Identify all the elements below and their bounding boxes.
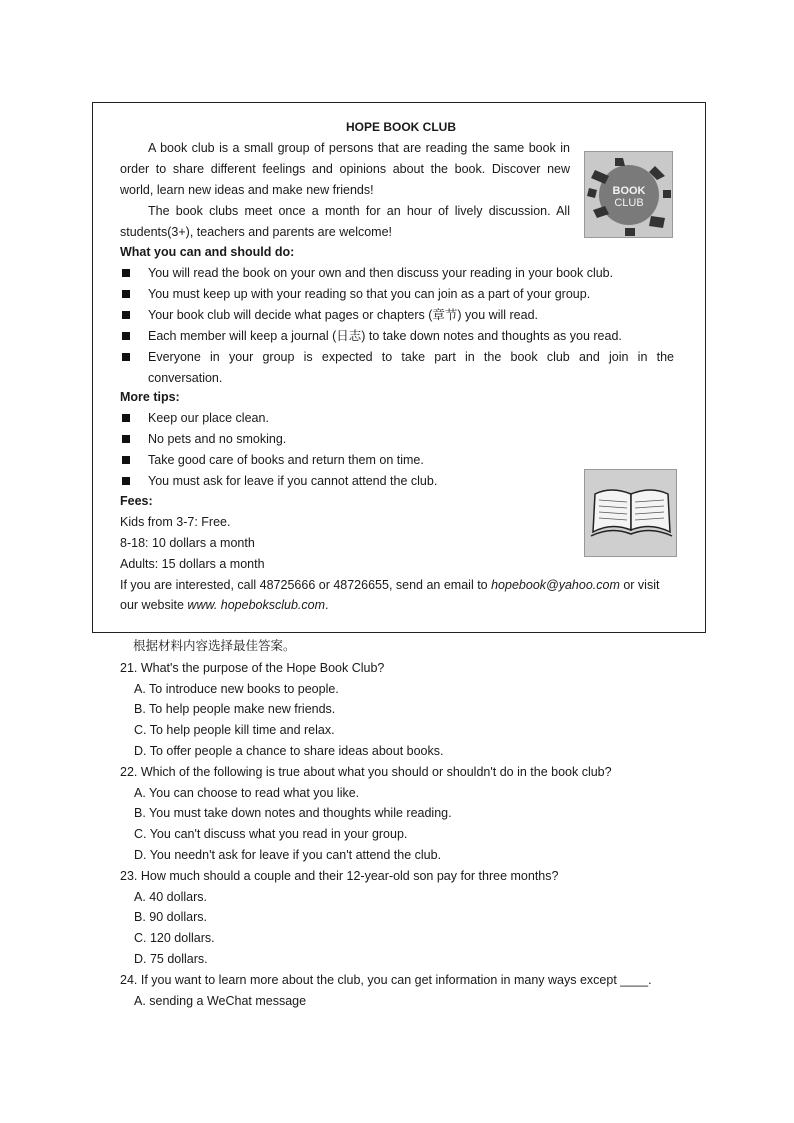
question-22-stem: 22. Which of the following is true about what you should or shouldn't do in the book club?	[120, 765, 612, 779]
question-21-option-b: B. To help people make new friends.	[134, 702, 336, 716]
logo-text-club: CLUB	[614, 197, 644, 209]
question-22-option-a: A. You can choose to read what you like.	[134, 786, 360, 800]
fee-kids: Kids from 3-7: Free.	[120, 515, 231, 529]
question-22-option-c: C. You can't discuss what you read in your group.	[134, 827, 408, 841]
contact-text-2: or visit	[623, 578, 660, 592]
bullet-square	[122, 477, 130, 485]
intro-line-1: A book club is a small group of persons that are reading the same book in	[148, 141, 570, 155]
heading-more-tips: More tips:	[120, 390, 180, 404]
bullet-square	[122, 456, 130, 464]
question-23-stem: 23. How much should a couple and their 12-year-old son pay for three months?	[120, 869, 559, 883]
bullet-square	[122, 311, 130, 319]
tip-1: Keep our place clean.	[148, 411, 269, 425]
question-21-stem: 21. What's the purpose of the Hope Book Club?	[120, 661, 385, 675]
question-23-option-a: A. 40 dollars.	[134, 890, 207, 904]
heading-what-you-can-do: What you can and should do:	[120, 245, 295, 259]
contact-email: hopebook@yahoo.com	[491, 578, 620, 592]
bullet-square	[122, 290, 130, 298]
question-23-option-b: B. 90 dollars.	[134, 910, 207, 924]
question-21-option-c: C. To help people kill time and relax.	[134, 723, 335, 737]
do-item-3: Your book club will decide what pages or chapters (章节) you will read.	[148, 308, 539, 322]
bullet-square	[122, 353, 130, 361]
tip-4: You must ask for leave if you cannot attend the club.	[148, 474, 438, 488]
do-item-2: You must keep up with your reading so that you can join as a part of your group.	[148, 287, 591, 301]
instruction: 根据材料内容选择最佳答案。	[133, 639, 296, 653]
book-club-logo-image	[584, 151, 673, 238]
intro-line-4: The book clubs meet once a month for an hour of lively discussion. All	[148, 204, 570, 218]
question-22-option-d: D. You needn't ask for leave if you can't attend the club.	[134, 848, 442, 862]
question-22-option-b: B. You must take down notes and thoughts while reading.	[134, 806, 452, 820]
question-24-option-a: A. sending a WeChat message	[134, 994, 307, 1008]
bullet-square	[122, 435, 130, 443]
contact-website: www. hopeboksclub.com	[187, 598, 325, 612]
contact-line-1	[120, 577, 659, 593]
tip-3: Take good care of books and return them on time.	[148, 453, 424, 467]
do-item-4: Each member will keep a journal (日志) to take down notes and thoughts as you read.	[148, 329, 622, 343]
question-21-option-a: A. To introduce new books to people.	[134, 682, 339, 696]
fee-adults: Adults: 15 dollars a month	[120, 557, 265, 571]
contact-text: If you are interested, call 48725666 or 48726655, send an email to	[120, 578, 488, 592]
do-item-5: Everyone in your group is expected to take part in the book club and join in the	[148, 350, 674, 364]
tip-2: No pets and no smoking.	[148, 432, 287, 446]
bullet-square	[122, 332, 130, 340]
passage-title: HOPE BOOK CLUB	[346, 120, 457, 134]
heading-fees: Fees:	[120, 494, 153, 508]
contact-text-3: our website	[120, 598, 184, 612]
bullet-square	[122, 269, 130, 277]
bullet-square	[122, 414, 130, 422]
open-book-image	[584, 469, 677, 557]
contact-line-2	[120, 597, 328, 613]
open-book-icon	[585, 470, 677, 557]
intro-line-3: world, learn new ideas and make new friends!	[120, 183, 374, 197]
fee-teens: 8-18: 10 dollars a month	[120, 536, 255, 550]
question-23-option-c: C. 120 dollars.	[134, 931, 215, 945]
book-club-logo-icon	[585, 152, 673, 238]
question-24-stem: 24. If you want to learn more about the club, you can get information in many ways except ____.	[120, 973, 652, 987]
question-21-option-d: D. To offer people a chance to share ideas about books.	[134, 744, 444, 758]
intro-line-2: order to share different feelings and opinions about the book. Discover new	[120, 162, 570, 176]
do-item-1: You will read the book on your own and then discuss your reading in your book club.	[148, 266, 614, 280]
do-item-5-cont: conversation.	[148, 371, 223, 385]
contact-period: .	[325, 598, 329, 612]
intro-line-5: students(3+), teachers and parents are welcome!	[120, 225, 393, 239]
logo-text-book: BOOK	[612, 185, 646, 197]
question-23-option-d: D. 75 dollars.	[134, 952, 208, 966]
